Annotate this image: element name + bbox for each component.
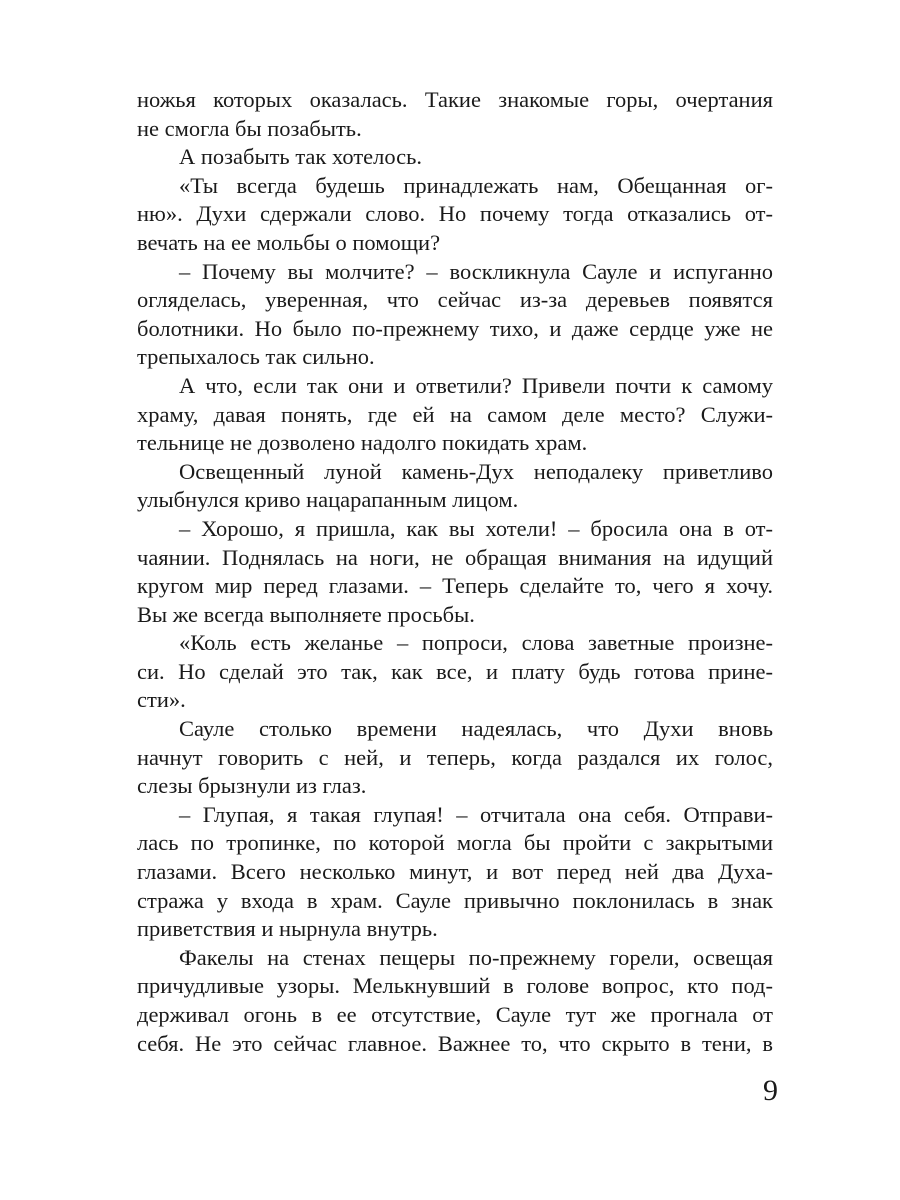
- text-line: Освещенный луной камень-Дух неподалеку приветливо: [179, 458, 773, 484]
- paragraph: [137, 515, 773, 629]
- text-line: не смогла бы позабыть.: [137, 115, 362, 141]
- text-line: «Коль есть желанье – попроси, слова заветные произне-: [179, 630, 773, 656]
- paragraph: [137, 458, 773, 515]
- text-line: приветствия и нырнула внутрь.: [137, 916, 438, 942]
- text-line: Вы же всегда выполняете просьбы.: [137, 601, 475, 627]
- text-line: стража у входа в храм. Сауле привычно поклонилась в знак: [137, 887, 773, 913]
- text-line: кругом мир перед глазами. – Теперь сделайте то, чего я хочу.: [137, 573, 773, 599]
- text-line: «Ты всегда будешь принадлежать нам, Обещанная ог-: [179, 172, 773, 198]
- paragraph: [137, 372, 773, 458]
- text-line: храму, давая понять, где ей на самом деле место? Служи-: [137, 401, 773, 427]
- text-line: слезы брызнули из глаз.: [137, 773, 367, 799]
- text-line: Сауле столько времени надеялась, что Духи вновь: [179, 716, 773, 742]
- text-line: держивал огонь в ее отсутствие, Сауле тут же прогнала от: [137, 1002, 773, 1027]
- text-line: лась по тропинке, по которой могла бы пройти с закрытыми: [137, 830, 773, 856]
- text-line: улыбнулся криво нацарапанным лицом.: [137, 487, 519, 513]
- paragraph: [137, 944, 773, 1058]
- text-line: вечать на ее мольбы о помощи?: [137, 229, 441, 255]
- text-line: трепыхалось так сильно.: [137, 344, 375, 370]
- text-line: ножья которых оказалась. Такие знакомые горы, очертания: [137, 87, 773, 112]
- paragraph: [137, 172, 773, 258]
- text-line: чаянии. Поднялась на ноги, не обращая внимания на идущий: [137, 544, 773, 570]
- text-line: сти».: [137, 687, 186, 713]
- paragraph: [137, 86, 773, 143]
- text-line: си. Но сделай это так, как все, и плату будь готова прине-: [137, 658, 773, 684]
- text-line: болотники. Но было по-прежнему тихо, и даже сердце уже не: [137, 315, 773, 341]
- text-line: тельнице не дозволено надолго покидать храм.: [137, 430, 588, 456]
- text-line: – Почему вы молчите? – воскликнула Сауле и испуганно: [179, 258, 773, 284]
- text-line: – Глупая, я такая глупая! – отчитала она себя. Отправи-: [179, 801, 773, 827]
- text-line: причудливые узоры. Мелькнувший в голове вопрос, кто под-: [137, 973, 773, 999]
- paragraph: [137, 715, 773, 801]
- paragraph: [137, 143, 773, 172]
- text-line: начнут говорить с ней, и теперь, когда раздался их голос,: [137, 744, 773, 770]
- text-line: ню». Духи сдержали слово. Но почему тогда отказались от-: [137, 201, 773, 227]
- paragraph: [137, 801, 773, 944]
- text-line: Факелы на стенах пещеры по-прежнему горели, освещая: [179, 944, 773, 970]
- paragraph: [137, 629, 773, 715]
- text-line: себя. Не это сейчас главное. Важнее то, что скрыто в тени, в: [137, 1030, 773, 1056]
- paragraph: [137, 258, 773, 372]
- text-line: А что, если так они и ответили? Привели почти к самому: [179, 372, 773, 398]
- text-line: – Хорошо, я пришла, как вы хотели! – бросила она в от-: [179, 515, 773, 541]
- page-number: 9: [763, 1074, 778, 1107]
- text-line: огляделась, уверенная, что сейчас из-за деревьев появятся: [137, 287, 773, 313]
- text-line: глазами. Всего несколько минут, и вот перед ней два Духа-: [137, 859, 773, 885]
- text-line: А позабыть так хотелось.: [179, 144, 423, 170]
- body-text: [137, 86, 773, 1058]
